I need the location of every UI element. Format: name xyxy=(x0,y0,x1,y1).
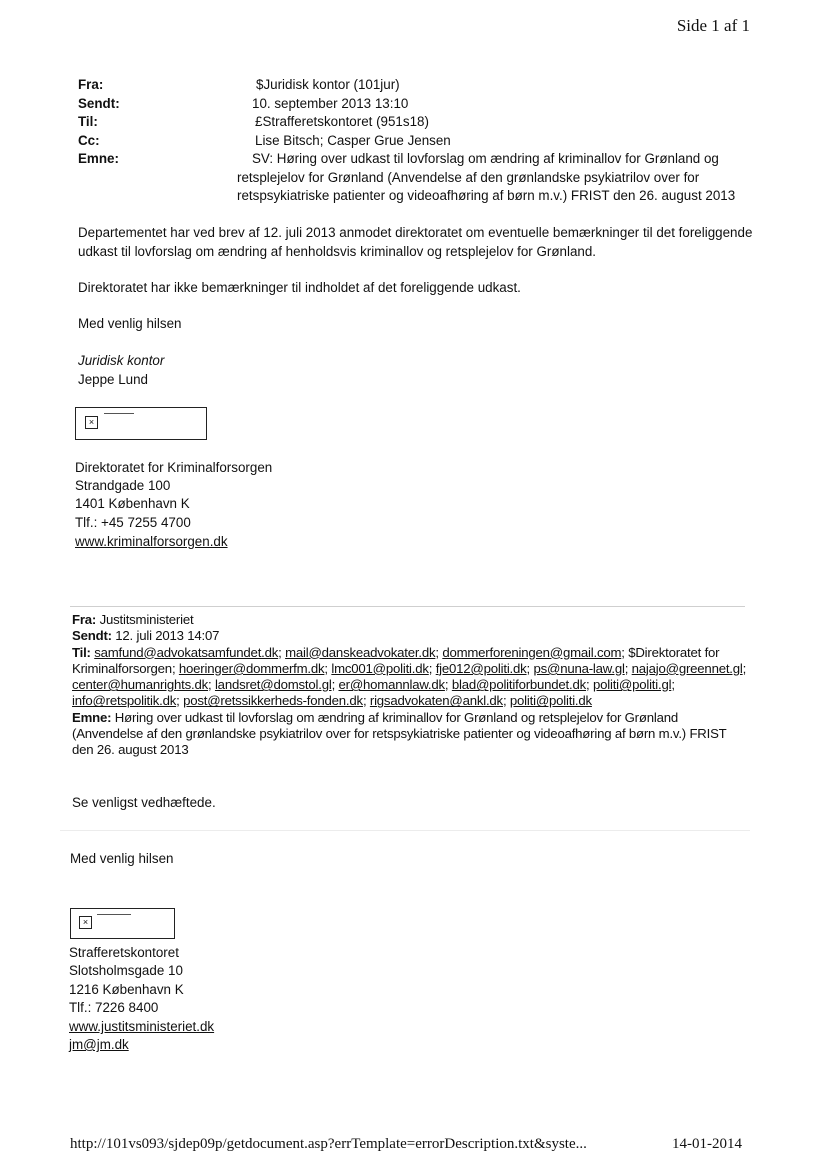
recipient-link[interactable]: er@homannlaw.dk xyxy=(338,677,445,693)
recipient-link[interactable]: najajo@greennet.gl xyxy=(631,660,743,676)
page-number: Side 1 af 1 xyxy=(676,16,750,35)
from-label: Fra: xyxy=(78,77,104,92)
recipient-link[interactable]: info@retspolitik.dk xyxy=(72,693,177,709)
signature-org-2: Strafferetskontoret xyxy=(69,945,179,960)
signature-city-2: 1216 København K xyxy=(69,982,184,997)
image-mark xyxy=(104,413,134,414)
forwarded-from-label: Fra: xyxy=(72,612,97,627)
recipient-name: $Direktoratet for Kriminalforsorgen xyxy=(72,644,720,676)
forwarded-subject-value: Høring over udkast til lovforslag om ændring af kriminallov for Grønland og retsplejelov for Grønland (Anvendelse af den grønlandske psykiatrilov over for retspsykiatriske patienter og videoafhøring af børn m.v.) FRIST den 26. august 2013 xyxy=(72,709,727,758)
sender-name: Jeppe Lund xyxy=(78,372,148,387)
signature-org-1: Direktoratet for Kriminalforsorgen xyxy=(75,460,273,475)
body-paragraph-2: Direktoratet har ikke bemærkninger til indholdet af det foreliggende udkast. xyxy=(78,280,521,295)
recipient-link[interactable]: mail@danskeadvokater.dk xyxy=(285,644,436,660)
forwarded-to-label: Til: xyxy=(72,644,91,660)
recipient-link[interactable]: fje012@politi.dk xyxy=(435,660,527,676)
signature-street-1: Strandgade 100 xyxy=(75,478,171,493)
footer-date: 14-01-2014 xyxy=(672,1136,742,1152)
forwarded-sent-value: 12. juli 2013 14:07 xyxy=(111,628,220,644)
forwarded-from-value: Justitsministeriet xyxy=(96,612,194,627)
forwarded-to: Til: samfund@advokatsamfundet.dk; mail@danskeadvokater.dk; dommerforeningen@gmail.com; $Direktoratet for Kriminalforsorgen; hoeringer@dommerfm.dk; lmc001@politi.dk; fje012@politi.dk; ps@nuna-law.gl; najajo@greennet.gl; center@humanrights.dk; landsret@domstol.gl; er@homannlaw.dk; blad@politiforbundet.dk; politi@politi.gl; info@retspolitik.dk; post@retssikkerheds-fonden.dk; rigsadvokaten@ankl.dk; politi@politi.dk xyxy=(72,644,747,709)
recipient-link[interactable]: landsret@domstol.gl xyxy=(214,677,332,693)
signature-web-link-2[interactable]: www.justitsministeriet.dk xyxy=(69,1019,215,1034)
greeting: Med venlig hilsen xyxy=(78,316,182,331)
recipient-link[interactable]: center@humanrights.dk xyxy=(72,677,209,693)
to-label: Til: xyxy=(78,114,98,129)
recipient-link[interactable]: politi@politi.gl xyxy=(592,677,672,693)
separator-line xyxy=(70,606,745,607)
image-mark xyxy=(97,914,131,915)
from-value: $Juridisk kontor (101jur) xyxy=(256,77,400,92)
forwarded-message xyxy=(72,612,748,759)
forwarded-from xyxy=(72,612,748,628)
signature-phone-2: Tlf.: 7226 8400 xyxy=(69,1000,159,1015)
forwarded-note: Se venligst vedhæftede. xyxy=(72,795,216,810)
recipient-link[interactable]: politi@politi.dk xyxy=(509,693,592,709)
subject-label: Emne: xyxy=(78,151,119,166)
separator-line-faint xyxy=(60,830,750,831)
recipient-link[interactable]: hoeringer@dommerfm.dk xyxy=(178,660,325,676)
recipient-link[interactable]: rigsadvokaten@ankl.dk xyxy=(369,693,503,709)
signature-street-2: Slotsholmsgade 10 xyxy=(69,963,183,978)
recipient-link[interactable]: samfund@advokatsamfundet.dk xyxy=(94,644,279,660)
sent-value: 10. september 2013 13:10 xyxy=(252,96,409,111)
signature-email-link-2[interactable]: jm@jm.dk xyxy=(69,1037,129,1052)
subject-value: SV: Høring over udkast til lovforslag om ændring af kriminallov for Grønland og retsplejelov for Grønland (Anvendelse af den grønlandske psykiatrilov over for retspsykiatriske patienter og videoafhøring af børn m.v.) FRIST den 26. august 2013 xyxy=(237,151,736,203)
forwarded-subject-label: Emne: xyxy=(72,709,112,725)
recipient-link[interactable]: post@retssikkerheds-fonden.dk xyxy=(183,693,363,709)
to-value: £Strafferetskontoret (951s18) xyxy=(255,114,429,129)
office-name: Juridisk kontor xyxy=(78,353,165,368)
forwarded-sent-label: Sendt: xyxy=(72,628,112,644)
cc-label: Cc: xyxy=(78,133,100,148)
forwarded-subject xyxy=(72,710,748,759)
recipient-link[interactable]: ps@nuna-law.gl xyxy=(533,660,625,676)
broken-image-icon: × xyxy=(85,416,98,429)
forwarded-sent xyxy=(72,628,748,644)
footer-url: http://101vs093/sjdep09p/getdocument.asp?errTemplate=errorDescription.txt&syste... xyxy=(70,1136,587,1152)
forwarded-greeting: Med venlig hilsen xyxy=(70,851,174,866)
signature-city-1: 1401 København K xyxy=(75,496,190,511)
broken-image-icon: × xyxy=(79,916,92,929)
logo-placeholder-2 xyxy=(70,908,175,939)
cc-value: Lise Bitsch; Casper Grue Jensen xyxy=(255,133,451,148)
recipient-link[interactable]: dommerforeningen@gmail.com xyxy=(442,644,622,660)
recipient-link[interactable]: blad@politiforbundet.dk xyxy=(451,677,587,693)
logo-placeholder-1 xyxy=(75,407,207,440)
signature-phone-1: Tlf.: +45 7255 4700 xyxy=(75,515,191,530)
recipient-link[interactable]: lmc001@politi.dk xyxy=(331,660,429,676)
body-paragraph-1: Departementet har ved brev af 12. juli 2013 anmodet direktoratet om eventuelle bemærkninger til det foreliggende udkast til lovforslag om ændring af henholdsvis kriminallov og retsplejelov for Grønland. xyxy=(78,225,753,259)
signature-web-link-1[interactable]: www.kriminalforsorgen.dk xyxy=(75,534,228,549)
sent-label: Sendt: xyxy=(78,96,120,111)
